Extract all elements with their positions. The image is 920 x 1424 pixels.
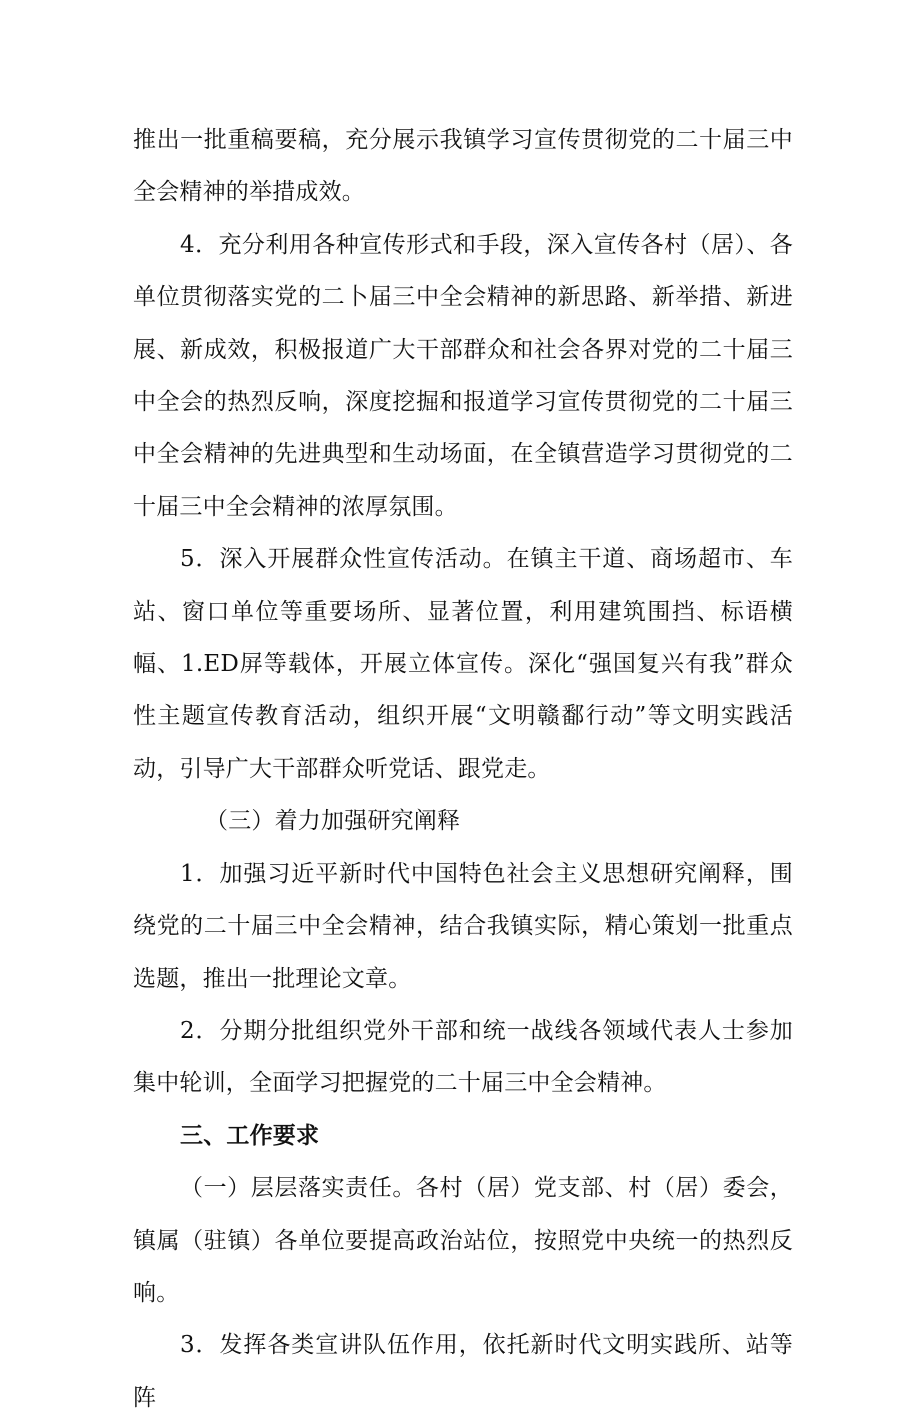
paragraph-continuation: 推出一批重稿要稿，充分展示我镇学习宣传贯彻党的二十届三中全会精神的举措成效。 xyxy=(133,127,793,206)
section-heading-requirements: 三、工作要求 xyxy=(180,1121,320,1149)
paragraph-responsibility: （一）层层落实责任。各村（居）党支部、村（居）委会，镇属（驻镇）各单位要提高政治站位，按照党中央统一的热烈反响。 xyxy=(133,1175,793,1306)
paragraph-research-item-2: 2．分期分批组织党外干部和统一战线各领域代表人士参加集中轮训，全面学习把握党的二十届三中全会精神。 xyxy=(133,1017,793,1097)
paragraph-research-item-1: 1．加强习近平新时代中国特色社会主义思想研究阐释，围绕党的二十届三中全会精神，结合我镇实际，精心策划一批重点选题，推出一批理论文章。 xyxy=(133,860,793,992)
paragraph-item-5: 5．深入开展群众性宣传活动。在镇主干道、商场超市、车站、窗口单位等重要场所、显著位置，利用建筑围挡、标语横幅、1.ED屏等载体，开展立体宣传。深化“强国复兴有我”群众性主题宣传教育活动，组织开展“文明赣鄱行动”等文明实践活动，引导广大干部群众听党话、跟党走。 xyxy=(133,546,793,782)
paragraph-item-4: 4．充分利用各种宣传形式和手段，深入宣传各村（居）、各单位贯彻落实党的二卜届三中全会精神的新思路、新举措、新进展、新成效，积极报道广大干部群众和社会各界对党的二十届三中全会的热烈反响，深度挖掘和报道学习宣传贯彻党的二十届三中全会精神的先进典型和生动场面，在全镇营造学习贯彻党的二十届三中全会精神的浓厚氛围。 xyxy=(133,231,793,520)
document-page xyxy=(133,114,793,1424)
subheading-research: （三）着力加强研究阐释 xyxy=(205,808,461,835)
paragraph-item-3: 3．发挥各类宣讲队伍作用，依托新时代文明实践所、站等阵 xyxy=(133,1332,793,1411)
